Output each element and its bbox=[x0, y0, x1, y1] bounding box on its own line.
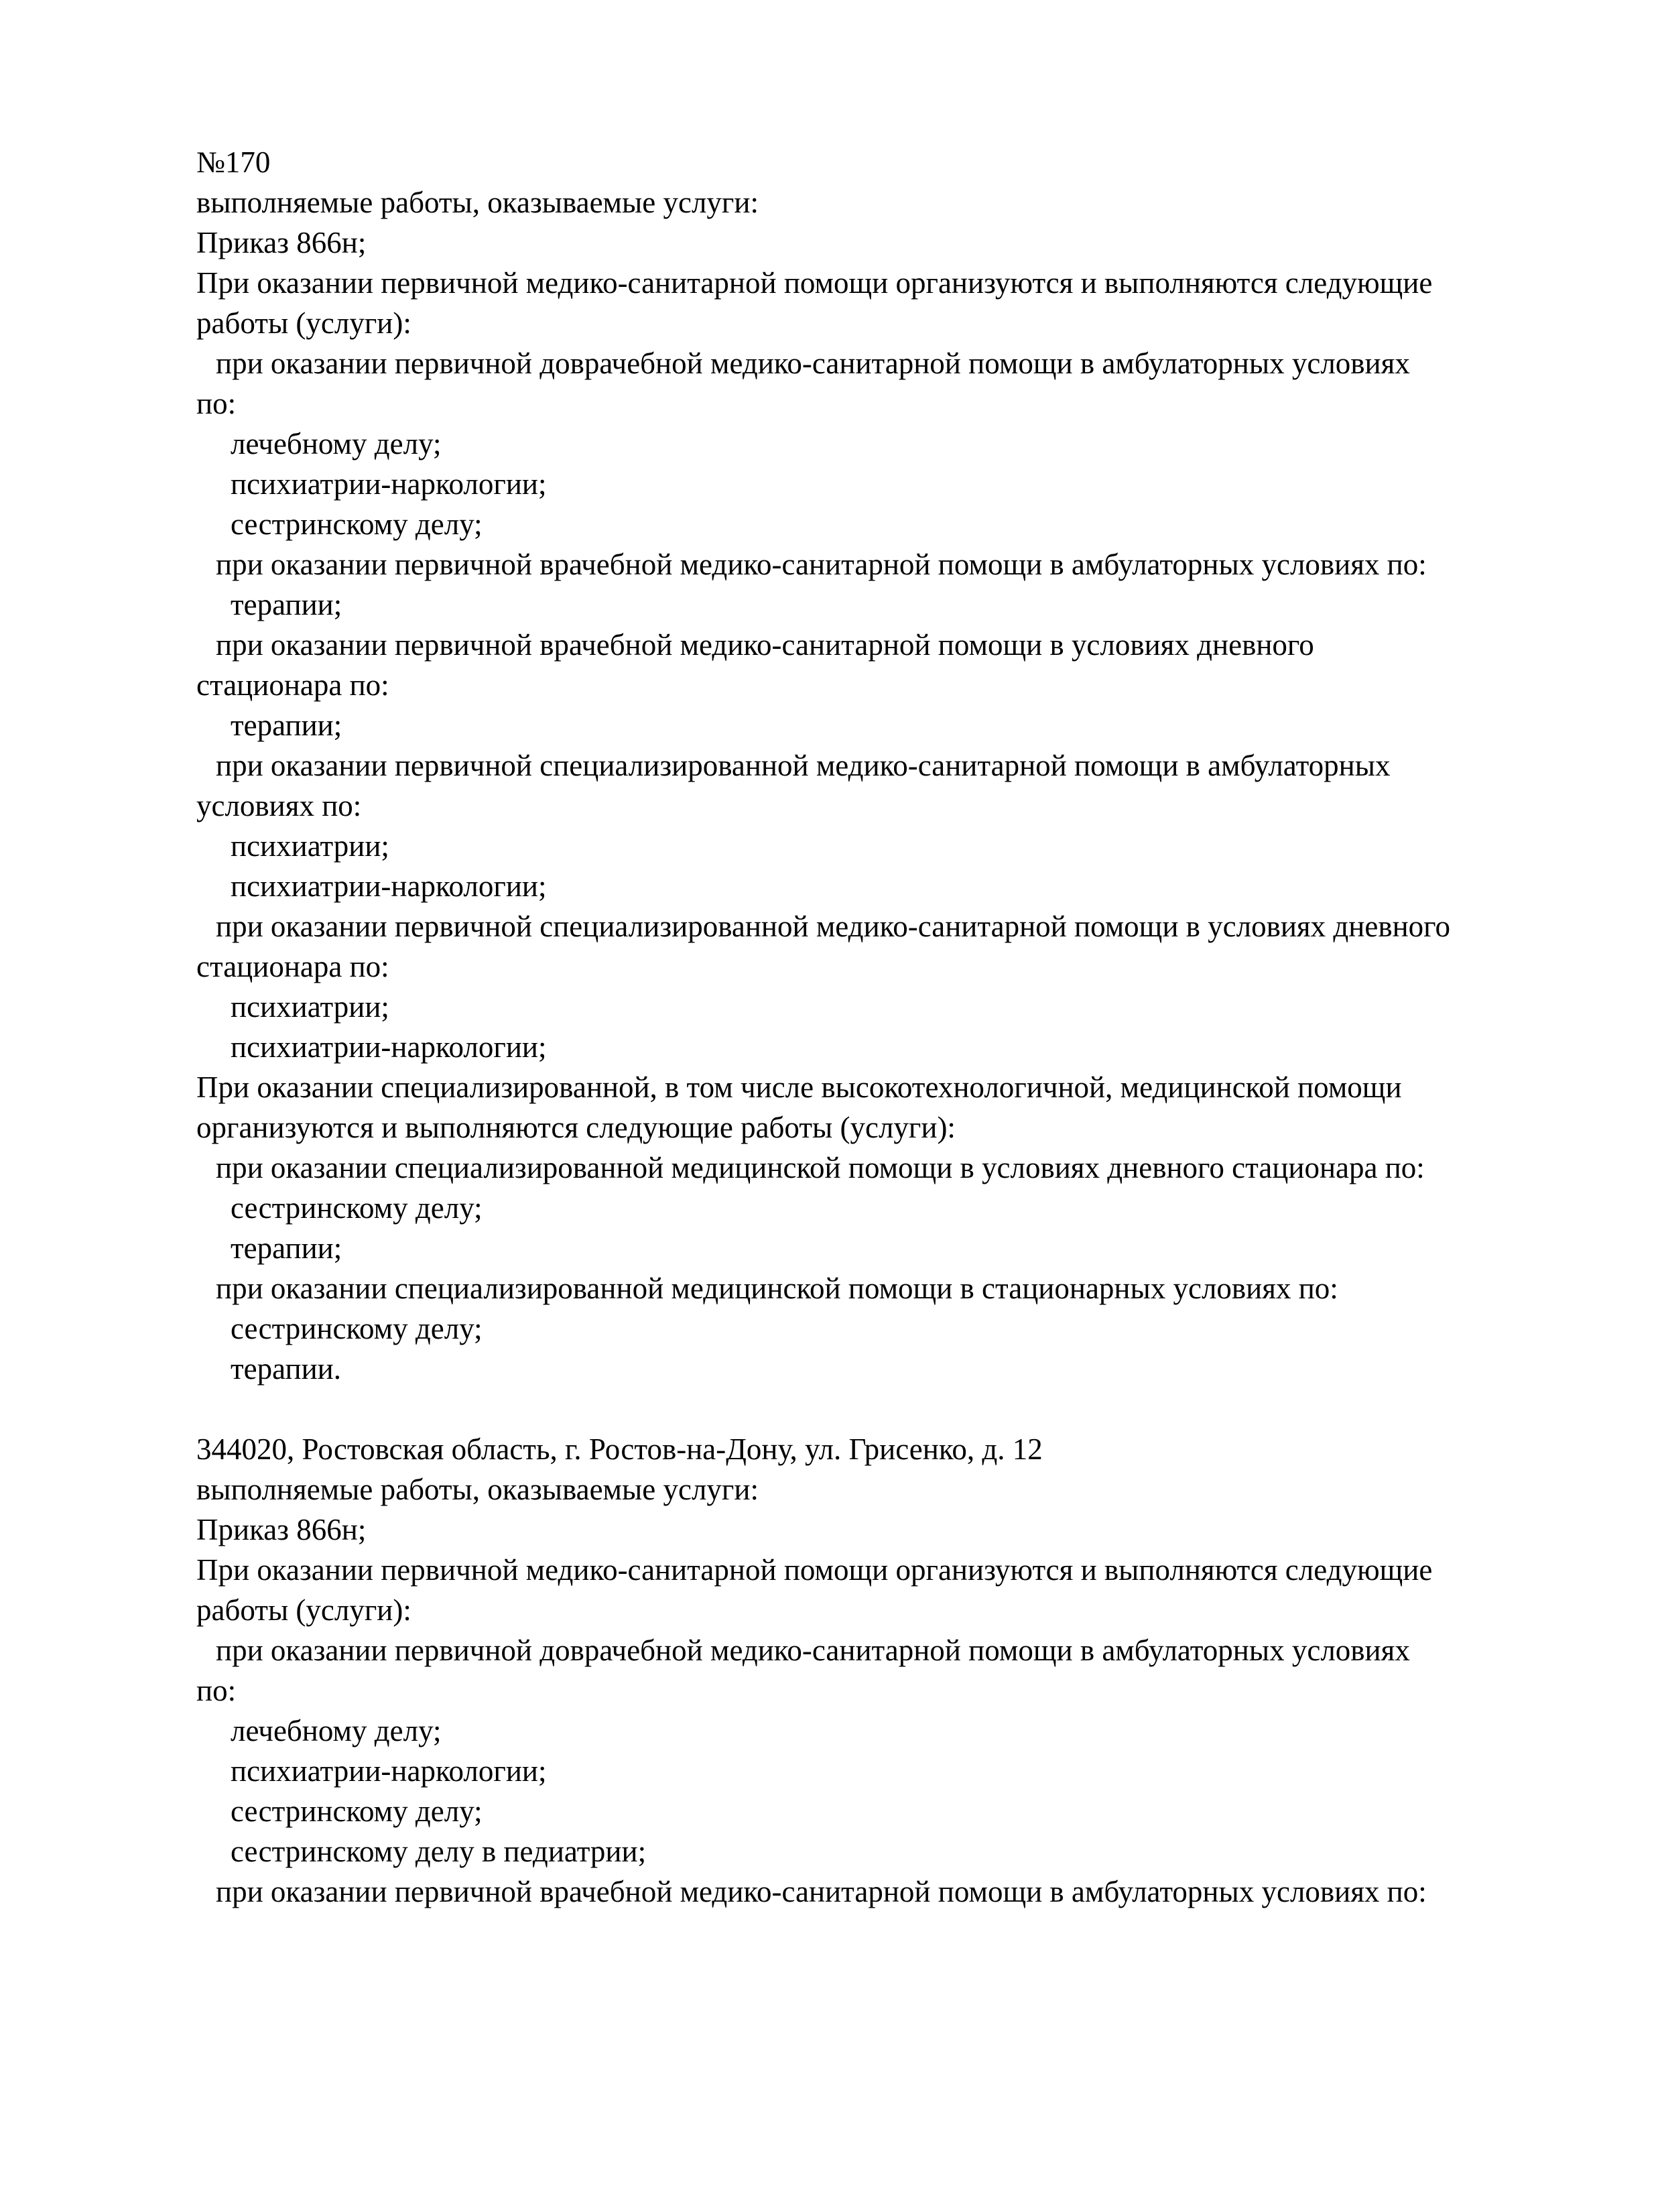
text-line: стационара по: bbox=[196, 668, 389, 702]
text-line: по: bbox=[196, 387, 237, 420]
text-line: при оказании специализированной медицинской помощи в стационарных условиях по: bbox=[216, 1272, 1338, 1305]
text-line: лечебному делу; bbox=[231, 1714, 442, 1747]
text-line: при оказании первичной специализированной медико-санитарной помощи в условиях дневного bbox=[216, 910, 1450, 943]
text-line: условиях по: bbox=[196, 789, 362, 822]
address-line: 344020, Ростовская область, г. Ростов-на-Дону, ул. Грисенко, д. 12 bbox=[196, 1432, 1043, 1466]
text-line: сестринскому делу; bbox=[231, 507, 483, 541]
text-line: психиатрии-наркологии; bbox=[231, 467, 547, 501]
text-line: выполняемые работы, оказываемые услуги: bbox=[196, 1473, 759, 1506]
text-line: стационара по: bbox=[196, 950, 389, 983]
text-line: психиатрии; bbox=[231, 829, 389, 863]
text-line: при оказании первичной специализированной медико-санитарной помощи в амбулаторных bbox=[216, 749, 1391, 782]
license-text-block bbox=[196, 142, 1604, 1912]
text-line: психиатрии; bbox=[231, 990, 389, 1024]
text-line: сестринскому делу; bbox=[231, 1191, 483, 1225]
text-line: При оказании специализированной, в том числе высокотехнологичной, медицинской помощи bbox=[196, 1070, 1402, 1104]
text-line: При оказании первичной медико-санитарной помощи организуются и выполняются следующие bbox=[196, 266, 1433, 300]
text-line: при оказании первичной доврачебной медико-санитарной помощи в амбулаторных условиях bbox=[216, 347, 1410, 380]
text-line: при оказании первичной врачебной медико-санитарной помощи в амбулаторных условиях по: bbox=[216, 1875, 1427, 1908]
text-line: сестринскому делу в педиатрии; bbox=[231, 1835, 647, 1868]
text-line: психиатрии-наркологии; bbox=[231, 1754, 547, 1788]
text-line: при оказании специализированной медицинской помощи в условиях дневного стационара по: bbox=[216, 1151, 1425, 1184]
license-number-line: №170 bbox=[196, 145, 271, 179]
text-line: по: bbox=[196, 1674, 237, 1707]
text-line: организуются и выполняются следующие работы (услуги): bbox=[196, 1111, 956, 1144]
text-line: лечебному делу; bbox=[231, 427, 442, 460]
text-line: выполняемые работы, оказываемые услуги: bbox=[196, 186, 759, 219]
text-line: работы (услуги): bbox=[196, 1593, 411, 1627]
text-line: сестринскому делу; bbox=[231, 1312, 483, 1345]
text-line: терапии; bbox=[231, 588, 342, 621]
text-line: при оказании первичной доврачебной медико-санитарной помощи в амбулаторных условиях bbox=[216, 1634, 1410, 1667]
text-line: психиатрии-наркологии; bbox=[231, 1030, 547, 1064]
text-line: сестринскому делу; bbox=[231, 1794, 483, 1828]
text-line: терапии; bbox=[231, 1231, 342, 1265]
text-line: терапии; bbox=[231, 709, 342, 742]
license-section-1 bbox=[196, 142, 1604, 1389]
text-line: работы (услуги): bbox=[196, 306, 411, 340]
text-line: психиатрии-наркологии; bbox=[231, 869, 547, 903]
text-line: Приказ 866н; bbox=[196, 1513, 367, 1546]
text-line: при оказании первичной врачебной медико-санитарной помощи в амбулаторных условиях по: bbox=[216, 548, 1427, 581]
license-section-2 bbox=[196, 1429, 1604, 1912]
text-line: При оказании первичной медико-санитарной помощи организуются и выполняются следующие bbox=[196, 1553, 1433, 1587]
text-line: при оказании первичной врачебной медико-санитарной помощи в условиях дневного bbox=[216, 628, 1314, 662]
text-line: Приказ 866н; bbox=[196, 226, 367, 259]
text-line: терапии. bbox=[231, 1352, 342, 1386]
